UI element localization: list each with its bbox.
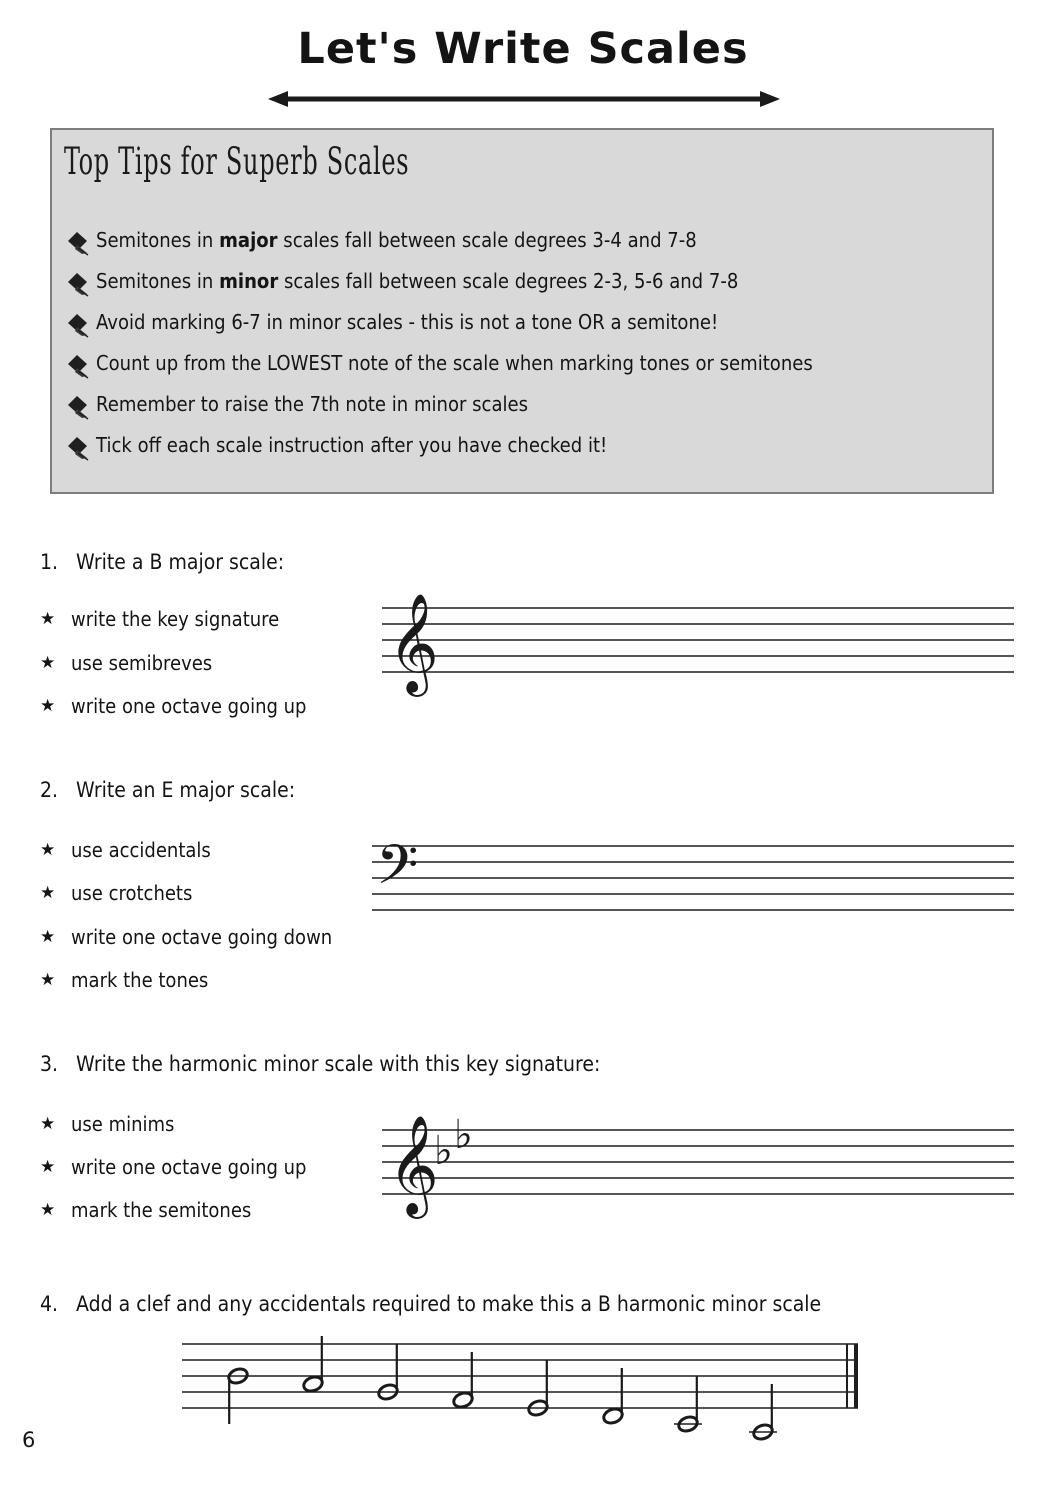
title-double-arrow-icon xyxy=(268,88,780,110)
question-1-prompt: Write a B major scale: xyxy=(76,550,285,574)
question-3-instruction: use minims xyxy=(71,1112,175,1136)
star-bullet-icon: ★ xyxy=(40,883,56,902)
list-item xyxy=(66,226,982,267)
barline xyxy=(854,1344,858,1408)
flat-icon: ♭ xyxy=(454,1112,473,1158)
tip-text: Remember to raise the 7th note in minor scales xyxy=(96,392,529,416)
question-2-instruction: use crotchets xyxy=(71,881,193,905)
svg-text:𝄞: 𝄞 xyxy=(388,593,439,693)
tips-heading: Top Tips for Superb Scales xyxy=(64,140,410,183)
list-item xyxy=(66,349,982,390)
star-bullet-icon: ★ xyxy=(40,1157,56,1176)
star-bullet-icon: ★ xyxy=(40,970,56,989)
star-bullet-icon: ★ xyxy=(40,609,56,628)
tip-text: Semitones in major scales fall between scale degrees 3-4 and 7-8 xyxy=(96,228,697,252)
question-3-instruction: mark the semitones xyxy=(71,1198,252,1222)
list-item xyxy=(66,431,982,472)
star-bullet-icon: ★ xyxy=(40,927,56,946)
bass-clef-icon xyxy=(376,833,418,910)
question-1-stave[interactable] xyxy=(380,590,1016,693)
list-item xyxy=(66,267,982,308)
question-1-instruction: write the key signature xyxy=(71,607,280,631)
minim-note[interactable] xyxy=(527,1360,549,1417)
question-3-instruction: write one octave going up xyxy=(71,1155,307,1179)
tip-text: Semitones in minor scales fall between scale degrees 2-3, 5-6 and 7-8 xyxy=(96,269,739,293)
question-4-stave[interactable] xyxy=(180,1330,870,1460)
question-3-prompt: Write the harmonic minor scale with this key signature: xyxy=(76,1052,601,1076)
pen-nib-bullet-icon xyxy=(66,354,96,380)
question-2-instruction: mark the tones xyxy=(71,968,209,992)
svg-text:𝄢: 𝄢 xyxy=(376,833,419,910)
tip-text: Count up from the LOWEST note of the scale when marking tones or semitones xyxy=(96,351,813,375)
pen-nib-bullet-icon xyxy=(66,272,96,298)
minim-note[interactable] xyxy=(377,1344,399,1401)
minim-note[interactable] xyxy=(674,1376,702,1433)
star-bullet-icon: ★ xyxy=(40,653,56,672)
question-3-number: 3. xyxy=(40,1052,59,1076)
question-2-instruction: use accidentals xyxy=(71,838,211,862)
page-number: 6 xyxy=(22,1428,36,1452)
pen-nib-bullet-icon xyxy=(66,395,96,421)
key-signature-flats xyxy=(434,1112,473,1174)
tip-text: Avoid marking 6-7 in minor scales - this is not a tone OR a semitone! xyxy=(96,310,719,334)
question-4-prompt: Add a clef and any accidentals required to make this a B harmonic minor scale xyxy=(76,1292,822,1316)
treble-clef-icon xyxy=(388,1115,439,1219)
question-1-number: 1. xyxy=(40,550,59,574)
treble-clef-icon xyxy=(388,593,439,697)
flat-icon: ♭ xyxy=(434,1128,453,1174)
svg-text:𝄞: 𝄞 xyxy=(388,1115,439,1215)
question-2-instruction: write one octave going down xyxy=(71,925,333,949)
question-1-instruction: write one octave going up xyxy=(71,694,307,718)
minim-note[interactable] xyxy=(227,1367,249,1424)
page-title: Let's Write Scales xyxy=(297,24,749,74)
pen-nib-bullet-icon xyxy=(66,436,96,462)
question-3-stave[interactable] xyxy=(380,1108,1016,1218)
star-bullet-icon: ★ xyxy=(40,1114,56,1133)
question-2-number: 2. xyxy=(40,778,59,802)
question-1-instruction: use semibreves xyxy=(71,651,213,675)
pen-nib-bullet-icon xyxy=(66,313,96,339)
question-4-number: 4. xyxy=(40,1292,59,1316)
top-tips-box xyxy=(50,128,994,494)
tip-text: Tick off each scale instruction after you have checked it! xyxy=(96,433,608,457)
list-item xyxy=(66,308,982,349)
star-bullet-icon: ★ xyxy=(40,696,56,715)
list-item xyxy=(66,390,982,431)
question-2-stave[interactable] xyxy=(370,833,1016,918)
pen-nib-bullet-icon xyxy=(66,231,96,257)
star-bullet-icon: ★ xyxy=(40,840,56,859)
question-2-prompt: Write an E major scale: xyxy=(76,778,296,802)
tips-list xyxy=(66,226,982,472)
barline xyxy=(846,1344,848,1408)
star-bullet-icon: ★ xyxy=(40,1200,56,1219)
